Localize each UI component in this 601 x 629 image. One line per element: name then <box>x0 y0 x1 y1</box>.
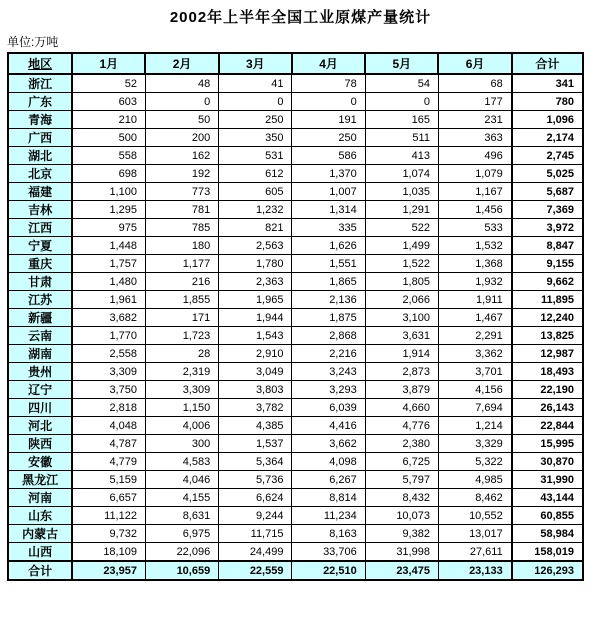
data-cell: 3,309 <box>145 381 218 399</box>
total-row <box>8 561 583 580</box>
data-cell: 1,456 <box>438 201 511 219</box>
data-cell: 785 <box>145 219 218 237</box>
data-cell: 11,715 <box>219 525 292 543</box>
data-cell: 1,295 <box>72 201 145 219</box>
data-cell: 3,701 <box>438 363 511 381</box>
total-row-label: 合计 <box>8 561 72 580</box>
data-cell: 52 <box>72 74 145 93</box>
data-cell: 1,537 <box>219 435 292 453</box>
column-header: 1月 <box>72 53 145 74</box>
data-cell: 231 <box>438 111 511 129</box>
data-cell: 5,159 <box>72 471 145 489</box>
data-cell: 2,868 <box>292 327 365 345</box>
data-cell: 6,624 <box>219 489 292 507</box>
column-header: 2月 <box>145 53 218 74</box>
data-cell: 6,725 <box>365 453 438 471</box>
data-cell: 1,167 <box>438 183 511 201</box>
table-row <box>8 273 583 291</box>
table-row <box>8 399 583 417</box>
data-cell: 2,363 <box>219 273 292 291</box>
data-cell: 3,243 <box>292 363 365 381</box>
region-cell: 湖北 <box>8 147 72 165</box>
table-row <box>8 543 583 562</box>
region-cell: 辽宁 <box>8 381 72 399</box>
row-total-cell: 12,987 <box>512 345 583 363</box>
table-row <box>8 219 583 237</box>
data-cell: 4,416 <box>292 417 365 435</box>
data-cell: 0 <box>365 93 438 111</box>
data-cell: 8,462 <box>438 489 511 507</box>
data-cell: 31,998 <box>365 543 438 562</box>
data-cell: 0 <box>292 93 365 111</box>
column-total-cell: 22,510 <box>292 561 365 580</box>
data-cell: 1,914 <box>365 345 438 363</box>
table-row <box>8 255 583 273</box>
region-cell: 内蒙古 <box>8 525 72 543</box>
data-cell: 4,156 <box>438 381 511 399</box>
region-cell: 新疆 <box>8 309 72 327</box>
region-cell: 贵州 <box>8 363 72 381</box>
data-cell: 1,961 <box>72 291 145 309</box>
data-cell: 4,048 <box>72 417 145 435</box>
data-cell: 413 <box>365 147 438 165</box>
data-cell: 1,100 <box>72 183 145 201</box>
column-total-cell: 23,133 <box>438 561 511 580</box>
data-cell: 3,750 <box>72 381 145 399</box>
data-cell: 1,626 <box>292 237 365 255</box>
data-cell: 1,079 <box>438 165 511 183</box>
data-cell: 1,805 <box>365 273 438 291</box>
region-cell: 重庆 <box>8 255 72 273</box>
column-header: 3月 <box>219 53 292 74</box>
data-cell: 210 <box>72 111 145 129</box>
data-cell: 6,975 <box>145 525 218 543</box>
data-cell: 1,214 <box>438 417 511 435</box>
table-row <box>8 111 583 129</box>
region-cell: 青海 <box>8 111 72 129</box>
column-header: 5月 <box>365 53 438 74</box>
coal-production-table <box>7 52 584 581</box>
row-total-cell: 780 <box>512 93 583 111</box>
data-cell: 335 <box>292 219 365 237</box>
data-cell: 2,136 <box>292 291 365 309</box>
data-cell: 3,803 <box>219 381 292 399</box>
data-cell: 177 <box>438 93 511 111</box>
data-cell: 1,780 <box>219 255 292 273</box>
data-cell: 250 <box>219 111 292 129</box>
region-cell: 湖南 <box>8 345 72 363</box>
column-total-cell: 10,659 <box>145 561 218 580</box>
data-cell: 300 <box>145 435 218 453</box>
row-total-cell: 60,855 <box>512 507 583 525</box>
data-cell: 1,232 <box>219 201 292 219</box>
data-cell: 2,873 <box>365 363 438 381</box>
data-cell: 2,066 <box>365 291 438 309</box>
data-cell: 4,155 <box>145 489 218 507</box>
data-cell: 511 <box>365 129 438 147</box>
data-cell: 531 <box>219 147 292 165</box>
region-cell: 江西 <box>8 219 72 237</box>
data-cell: 10,073 <box>365 507 438 525</box>
data-cell: 27,611 <box>438 543 511 562</box>
column-total-cell: 23,475 <box>365 561 438 580</box>
table-row <box>8 165 583 183</box>
region-cell: 广东 <box>8 93 72 111</box>
table-header <box>8 53 583 74</box>
region-cell: 宁夏 <box>8 237 72 255</box>
region-cell: 云南 <box>8 327 72 345</box>
data-cell: 9,732 <box>72 525 145 543</box>
data-cell: 1,448 <box>72 237 145 255</box>
row-total-cell: 2,745 <box>512 147 583 165</box>
data-cell: 3,782 <box>219 399 292 417</box>
data-cell: 2,216 <box>292 345 365 363</box>
table-row <box>8 525 583 543</box>
row-total-cell: 158,019 <box>512 543 583 562</box>
row-total-cell: 18,493 <box>512 363 583 381</box>
header-row <box>8 53 583 74</box>
data-cell: 1,074 <box>365 165 438 183</box>
data-cell: 1,855 <box>145 291 218 309</box>
data-cell: 975 <box>72 219 145 237</box>
data-cell: 3,309 <box>72 363 145 381</box>
data-cell: 216 <box>145 273 218 291</box>
data-cell: 22,096 <box>145 543 218 562</box>
data-cell: 192 <box>145 165 218 183</box>
region-cell: 福建 <box>8 183 72 201</box>
data-cell: 1,007 <box>292 183 365 201</box>
data-cell: 2,558 <box>72 345 145 363</box>
data-cell: 191 <box>292 111 365 129</box>
data-cell: 605 <box>219 183 292 201</box>
data-cell: 3,362 <box>438 345 511 363</box>
data-cell: 250 <box>292 129 365 147</box>
row-total-cell: 1,096 <box>512 111 583 129</box>
data-cell: 1,370 <box>292 165 365 183</box>
data-cell: 4,385 <box>219 417 292 435</box>
row-total-cell: 9,662 <box>512 273 583 291</box>
table-row <box>8 471 583 489</box>
row-total-cell: 7,369 <box>512 201 583 219</box>
data-cell: 10,552 <box>438 507 511 525</box>
row-total-cell: 43,144 <box>512 489 583 507</box>
table-row <box>8 417 583 435</box>
column-header: 6月 <box>438 53 511 74</box>
data-cell: 5,364 <box>219 453 292 471</box>
data-cell: 4,985 <box>438 471 511 489</box>
region-cell: 北京 <box>8 165 72 183</box>
data-cell: 1,865 <box>292 273 365 291</box>
row-total-cell: 11,895 <box>512 291 583 309</box>
data-cell: 9,382 <box>365 525 438 543</box>
data-cell: 781 <box>145 201 218 219</box>
data-cell: 1,522 <box>365 255 438 273</box>
data-cell: 4,660 <box>365 399 438 417</box>
region-cell: 河北 <box>8 417 72 435</box>
data-cell: 558 <box>72 147 145 165</box>
table-row <box>8 129 583 147</box>
region-cell: 吉林 <box>8 201 72 219</box>
data-cell: 4,006 <box>145 417 218 435</box>
region-cell: 安徽 <box>8 453 72 471</box>
page-title: 2002年上半年全国工业原煤产量统计 <box>169 9 432 26</box>
data-cell: 1,177 <box>145 255 218 273</box>
region-cell: 山东 <box>8 507 72 525</box>
data-cell: 2,319 <box>145 363 218 381</box>
data-cell: 4,787 <box>72 435 145 453</box>
row-total-cell: 22,844 <box>512 417 583 435</box>
table-row <box>8 309 583 327</box>
table-row <box>8 147 583 165</box>
data-cell: 363 <box>438 129 511 147</box>
data-cell: 162 <box>145 147 218 165</box>
data-cell: 8,163 <box>292 525 365 543</box>
data-cell: 3,329 <box>438 435 511 453</box>
column-header: 4月 <box>292 53 365 74</box>
data-cell: 500 <box>72 129 145 147</box>
data-cell: 533 <box>438 219 511 237</box>
row-total-cell: 5,687 <box>512 183 583 201</box>
data-cell: 8,631 <box>145 507 218 525</box>
data-cell: 3,682 <box>72 309 145 327</box>
row-total-cell: 9,155 <box>512 255 583 273</box>
data-cell: 603 <box>72 93 145 111</box>
row-total-cell: 2,174 <box>512 129 583 147</box>
data-cell: 8,432 <box>365 489 438 507</box>
data-cell: 1,532 <box>438 237 511 255</box>
table-row <box>8 327 583 345</box>
row-total-cell: 15,995 <box>512 435 583 453</box>
table-row <box>8 93 583 111</box>
data-cell: 1,035 <box>365 183 438 201</box>
data-cell: 1,150 <box>145 399 218 417</box>
table-row <box>8 489 583 507</box>
data-cell: 5,322 <box>438 453 511 471</box>
region-cell: 河南 <box>8 489 72 507</box>
row-total-cell: 341 <box>512 74 583 93</box>
table-row <box>8 237 583 255</box>
data-cell: 1,467 <box>438 309 511 327</box>
data-cell: 24,499 <box>219 543 292 562</box>
data-cell: 1,291 <box>365 201 438 219</box>
data-cell: 3,049 <box>219 363 292 381</box>
data-cell: 4,098 <box>292 453 365 471</box>
column-total-cell: 22,559 <box>219 561 292 580</box>
data-cell: 821 <box>219 219 292 237</box>
data-cell: 773 <box>145 183 218 201</box>
data-cell: 1,723 <box>145 327 218 345</box>
table-body <box>8 74 583 580</box>
table-row <box>8 183 583 201</box>
data-cell: 11,122 <box>72 507 145 525</box>
table-row <box>8 201 583 219</box>
data-cell: 496 <box>438 147 511 165</box>
row-total-cell: 5,025 <box>512 165 583 183</box>
column-total-cell: 23,957 <box>72 561 145 580</box>
row-total-cell: 31,990 <box>512 471 583 489</box>
row-total-cell: 30,870 <box>512 453 583 471</box>
data-cell: 4,776 <box>365 417 438 435</box>
region-cell: 甘肃 <box>8 273 72 291</box>
data-cell: 522 <box>365 219 438 237</box>
data-cell: 612 <box>219 165 292 183</box>
data-cell: 5,736 <box>219 471 292 489</box>
data-cell: 3,100 <box>365 309 438 327</box>
row-total-cell: 26,143 <box>512 399 583 417</box>
data-cell: 1,480 <box>72 273 145 291</box>
data-cell: 18,109 <box>72 543 145 562</box>
table-row <box>8 291 583 309</box>
data-cell: 54 <box>365 74 438 93</box>
table-row <box>8 345 583 363</box>
data-cell: 4,583 <box>145 453 218 471</box>
table-row <box>8 453 583 471</box>
data-cell: 2,563 <box>219 237 292 255</box>
data-cell: 4,046 <box>145 471 218 489</box>
data-cell: 2,380 <box>365 435 438 453</box>
data-cell: 33,706 <box>292 543 365 562</box>
table-row <box>8 435 583 453</box>
data-cell: 3,631 <box>365 327 438 345</box>
table-row <box>8 381 583 399</box>
data-cell: 3,293 <box>292 381 365 399</box>
data-cell: 1,757 <box>72 255 145 273</box>
region-cell: 黑龙江 <box>8 471 72 489</box>
row-total-cell: 12,240 <box>512 309 583 327</box>
data-cell: 1,770 <box>72 327 145 345</box>
data-cell: 4,779 <box>72 453 145 471</box>
data-cell: 68 <box>438 74 511 93</box>
data-cell: 2,818 <box>72 399 145 417</box>
data-cell: 0 <box>145 93 218 111</box>
data-cell: 1,965 <box>219 291 292 309</box>
data-cell: 13,017 <box>438 525 511 543</box>
data-cell: 1,932 <box>438 273 511 291</box>
data-cell: 50 <box>145 111 218 129</box>
data-cell: 2,910 <box>219 345 292 363</box>
data-cell: 0 <box>219 93 292 111</box>
row-total-cell: 13,825 <box>512 327 583 345</box>
data-cell: 3,879 <box>365 381 438 399</box>
data-cell: 48 <box>145 74 218 93</box>
data-cell: 3,662 <box>292 435 365 453</box>
data-cell: 1,911 <box>438 291 511 309</box>
data-cell: 1,543 <box>219 327 292 345</box>
data-cell: 1,875 <box>292 309 365 327</box>
grand-total-cell: 126,293 <box>512 561 583 580</box>
data-cell: 586 <box>292 147 365 165</box>
data-cell: 9,244 <box>219 507 292 525</box>
row-total-cell: 3,972 <box>512 219 583 237</box>
unit-label: 单位:万吨 <box>7 35 59 49</box>
table-row <box>8 74 583 93</box>
data-cell: 11,234 <box>292 507 365 525</box>
region-cell: 陕西 <box>8 435 72 453</box>
data-cell: 7,694 <box>438 399 511 417</box>
data-cell: 180 <box>145 237 218 255</box>
table-row <box>8 507 583 525</box>
data-cell: 6,039 <box>292 399 365 417</box>
data-cell: 2,291 <box>438 327 511 345</box>
column-header-region: 地区 <box>8 53 72 74</box>
region-cell: 山西 <box>8 543 72 562</box>
region-cell: 江苏 <box>8 291 72 309</box>
data-cell: 5,797 <box>365 471 438 489</box>
data-cell: 171 <box>145 309 218 327</box>
data-cell: 6,267 <box>292 471 365 489</box>
data-cell: 8,814 <box>292 489 365 507</box>
region-cell: 四川 <box>8 399 72 417</box>
data-cell: 698 <box>72 165 145 183</box>
row-total-cell: 58,984 <box>512 525 583 543</box>
data-cell: 78 <box>292 74 365 93</box>
data-cell: 200 <box>145 129 218 147</box>
data-cell: 165 <box>365 111 438 129</box>
region-cell: 广西 <box>8 129 72 147</box>
data-cell: 350 <box>219 129 292 147</box>
data-cell: 1,499 <box>365 237 438 255</box>
data-cell: 1,314 <box>292 201 365 219</box>
table-row <box>8 363 583 381</box>
row-total-cell: 22,190 <box>512 381 583 399</box>
data-cell: 28 <box>145 345 218 363</box>
region-cell: 浙江 <box>8 74 72 93</box>
row-total-cell: 8,847 <box>512 237 583 255</box>
column-header: 合计 <box>512 53 583 74</box>
data-cell: 1,944 <box>219 309 292 327</box>
data-cell: 1,368 <box>438 255 511 273</box>
data-cell: 41 <box>219 74 292 93</box>
data-cell: 6,657 <box>72 489 145 507</box>
data-cell: 1,551 <box>292 255 365 273</box>
